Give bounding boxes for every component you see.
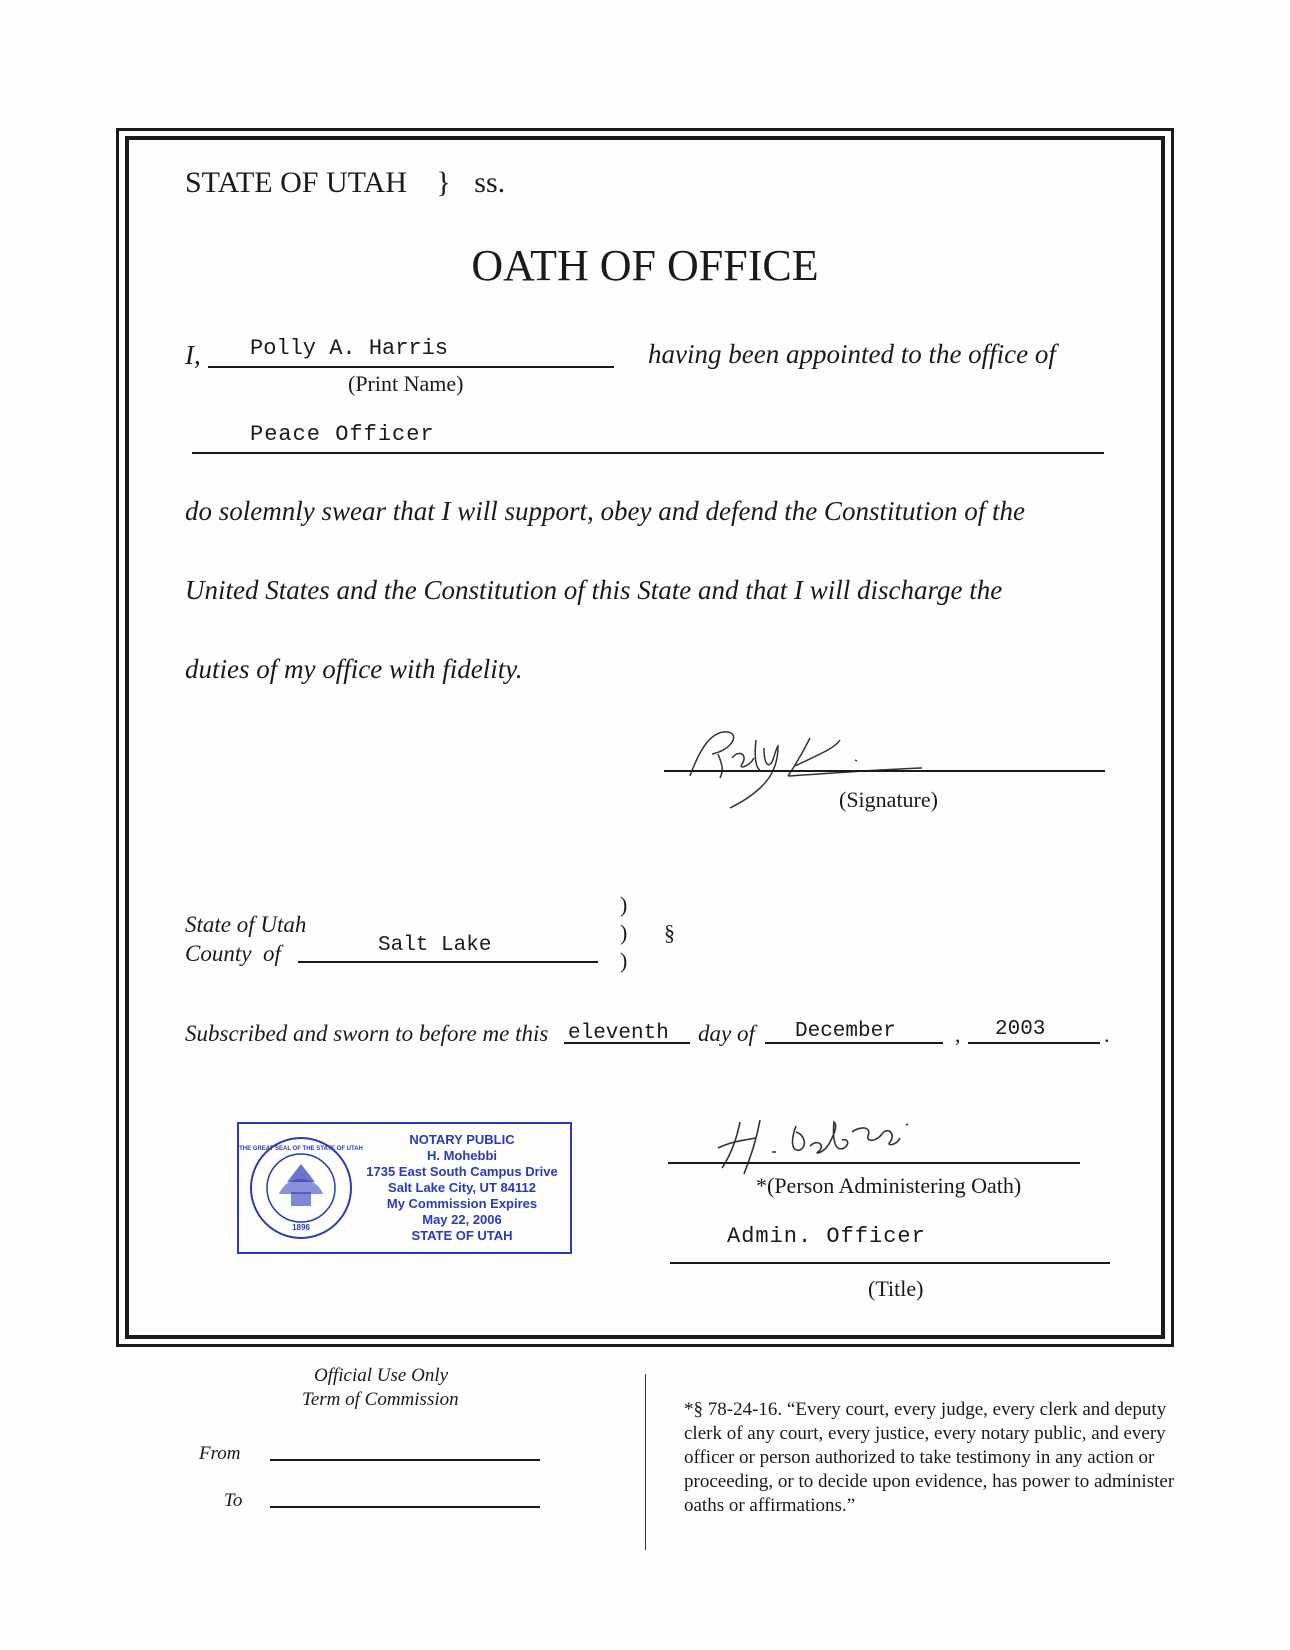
notary-line-5: My Commission Expires <box>386 1196 538 1211</box>
from-label: From <box>199 1443 241 1464</box>
day-line <box>564 1042 690 1044</box>
notary-line-6: May 22, 2006 <box>422 1212 502 1227</box>
year-value: 2003 <box>995 1018 1046 1041</box>
footer-divider <box>645 1374 646 1550</box>
oath-prefix: I, <box>185 340 201 370</box>
term-of-commission-heading: Term of Commission <box>302 1389 459 1410</box>
print-name-value: Polly A. Harris <box>250 336 449 361</box>
office-line <box>192 452 1104 454</box>
state-seal-icon <box>239 1134 363 1242</box>
seal-text: THE GREAT SEAL OF THE STATE OF UTAH <box>239 1146 363 1152</box>
administrator-title-value: Admin. Officer <box>727 1224 926 1249</box>
county-value: Salt Lake <box>378 934 492 957</box>
subscribed-text: Subscribed and sworn to before me this <box>185 1021 549 1046</box>
section-symbol: § <box>664 920 675 945</box>
notary-line-3: 1735 East South Campus Drive <box>366 1164 558 1179</box>
statute-note: *§ 78-24-16. “Every court, every judge, every clerk and deputy clerk of any court, every justice, every notary public, and every officer or person authorized to take testimony in any action or proceeding, or to decide upon evidence, has power to administer oaths or affirmations.” <box>684 1399 1175 1516</box>
oath-body-line-3: duties of my office with fidelity. <box>185 654 523 684</box>
oath-body-line-2: United States and the Constitution of this State and that I will discharge the <box>185 575 1003 605</box>
state-header <box>185 166 505 200</box>
venue-state-label: State of Utah <box>185 912 307 937</box>
state-label: STATE OF UTAH <box>185 166 407 199</box>
administrator-caption: *(Person Administering Oath) <box>756 1173 1022 1198</box>
notary-line-1: NOTARY PUBLIC <box>409 1132 515 1147</box>
from-line <box>270 1459 540 1461</box>
notary-stamp <box>237 1122 572 1254</box>
administrator-line <box>668 1162 1080 1164</box>
title-line <box>670 1262 1110 1264</box>
venue-paren-1: ) <box>620 892 628 917</box>
signature-line <box>664 770 1105 772</box>
signature-caption: (Signature) <box>839 787 938 812</box>
venue-county-label: County of <box>185 941 281 966</box>
county-line <box>298 961 598 963</box>
date-comma: , <box>955 1022 961 1047</box>
venue-paren-2: ) <box>620 920 628 945</box>
month-line <box>765 1042 943 1044</box>
notary-line-7: STATE OF UTAH <box>411 1228 513 1243</box>
seal-year: 1896 <box>292 1223 310 1232</box>
print-name-line <box>208 366 614 368</box>
to-label: To <box>224 1490 243 1511</box>
official-use-heading: Official Use Only <box>314 1365 449 1386</box>
date-period: . <box>1104 1022 1110 1047</box>
notary-line-2: H. Mohebbi <box>426 1148 498 1163</box>
day-of-label: day of <box>698 1021 755 1046</box>
print-name-caption: (Print Name) <box>348 371 464 396</box>
appointed-text: having been appointed to the office of <box>648 339 1056 369</box>
title-caption: (Title) <box>868 1276 924 1301</box>
day-value: eleventh <box>568 1022 669 1045</box>
oath-body-line-1: do solemnly swear that I will support, obey and defend the Constitution of the <box>185 496 1025 526</box>
office-value: Peace Officer <box>250 422 435 447</box>
year-line <box>968 1042 1100 1044</box>
document-title: OATH OF OFFICE <box>471 241 819 290</box>
notary-line-4: Salt Lake City, UT 84112 <box>388 1180 536 1195</box>
administrator-signature <box>700 1112 990 1182</box>
brace-symbol: } <box>436 166 451 199</box>
venue-paren-3: ) <box>620 948 628 973</box>
ss-label: ss. <box>474 166 506 199</box>
to-line <box>270 1506 540 1508</box>
month-value: December <box>795 1020 896 1043</box>
